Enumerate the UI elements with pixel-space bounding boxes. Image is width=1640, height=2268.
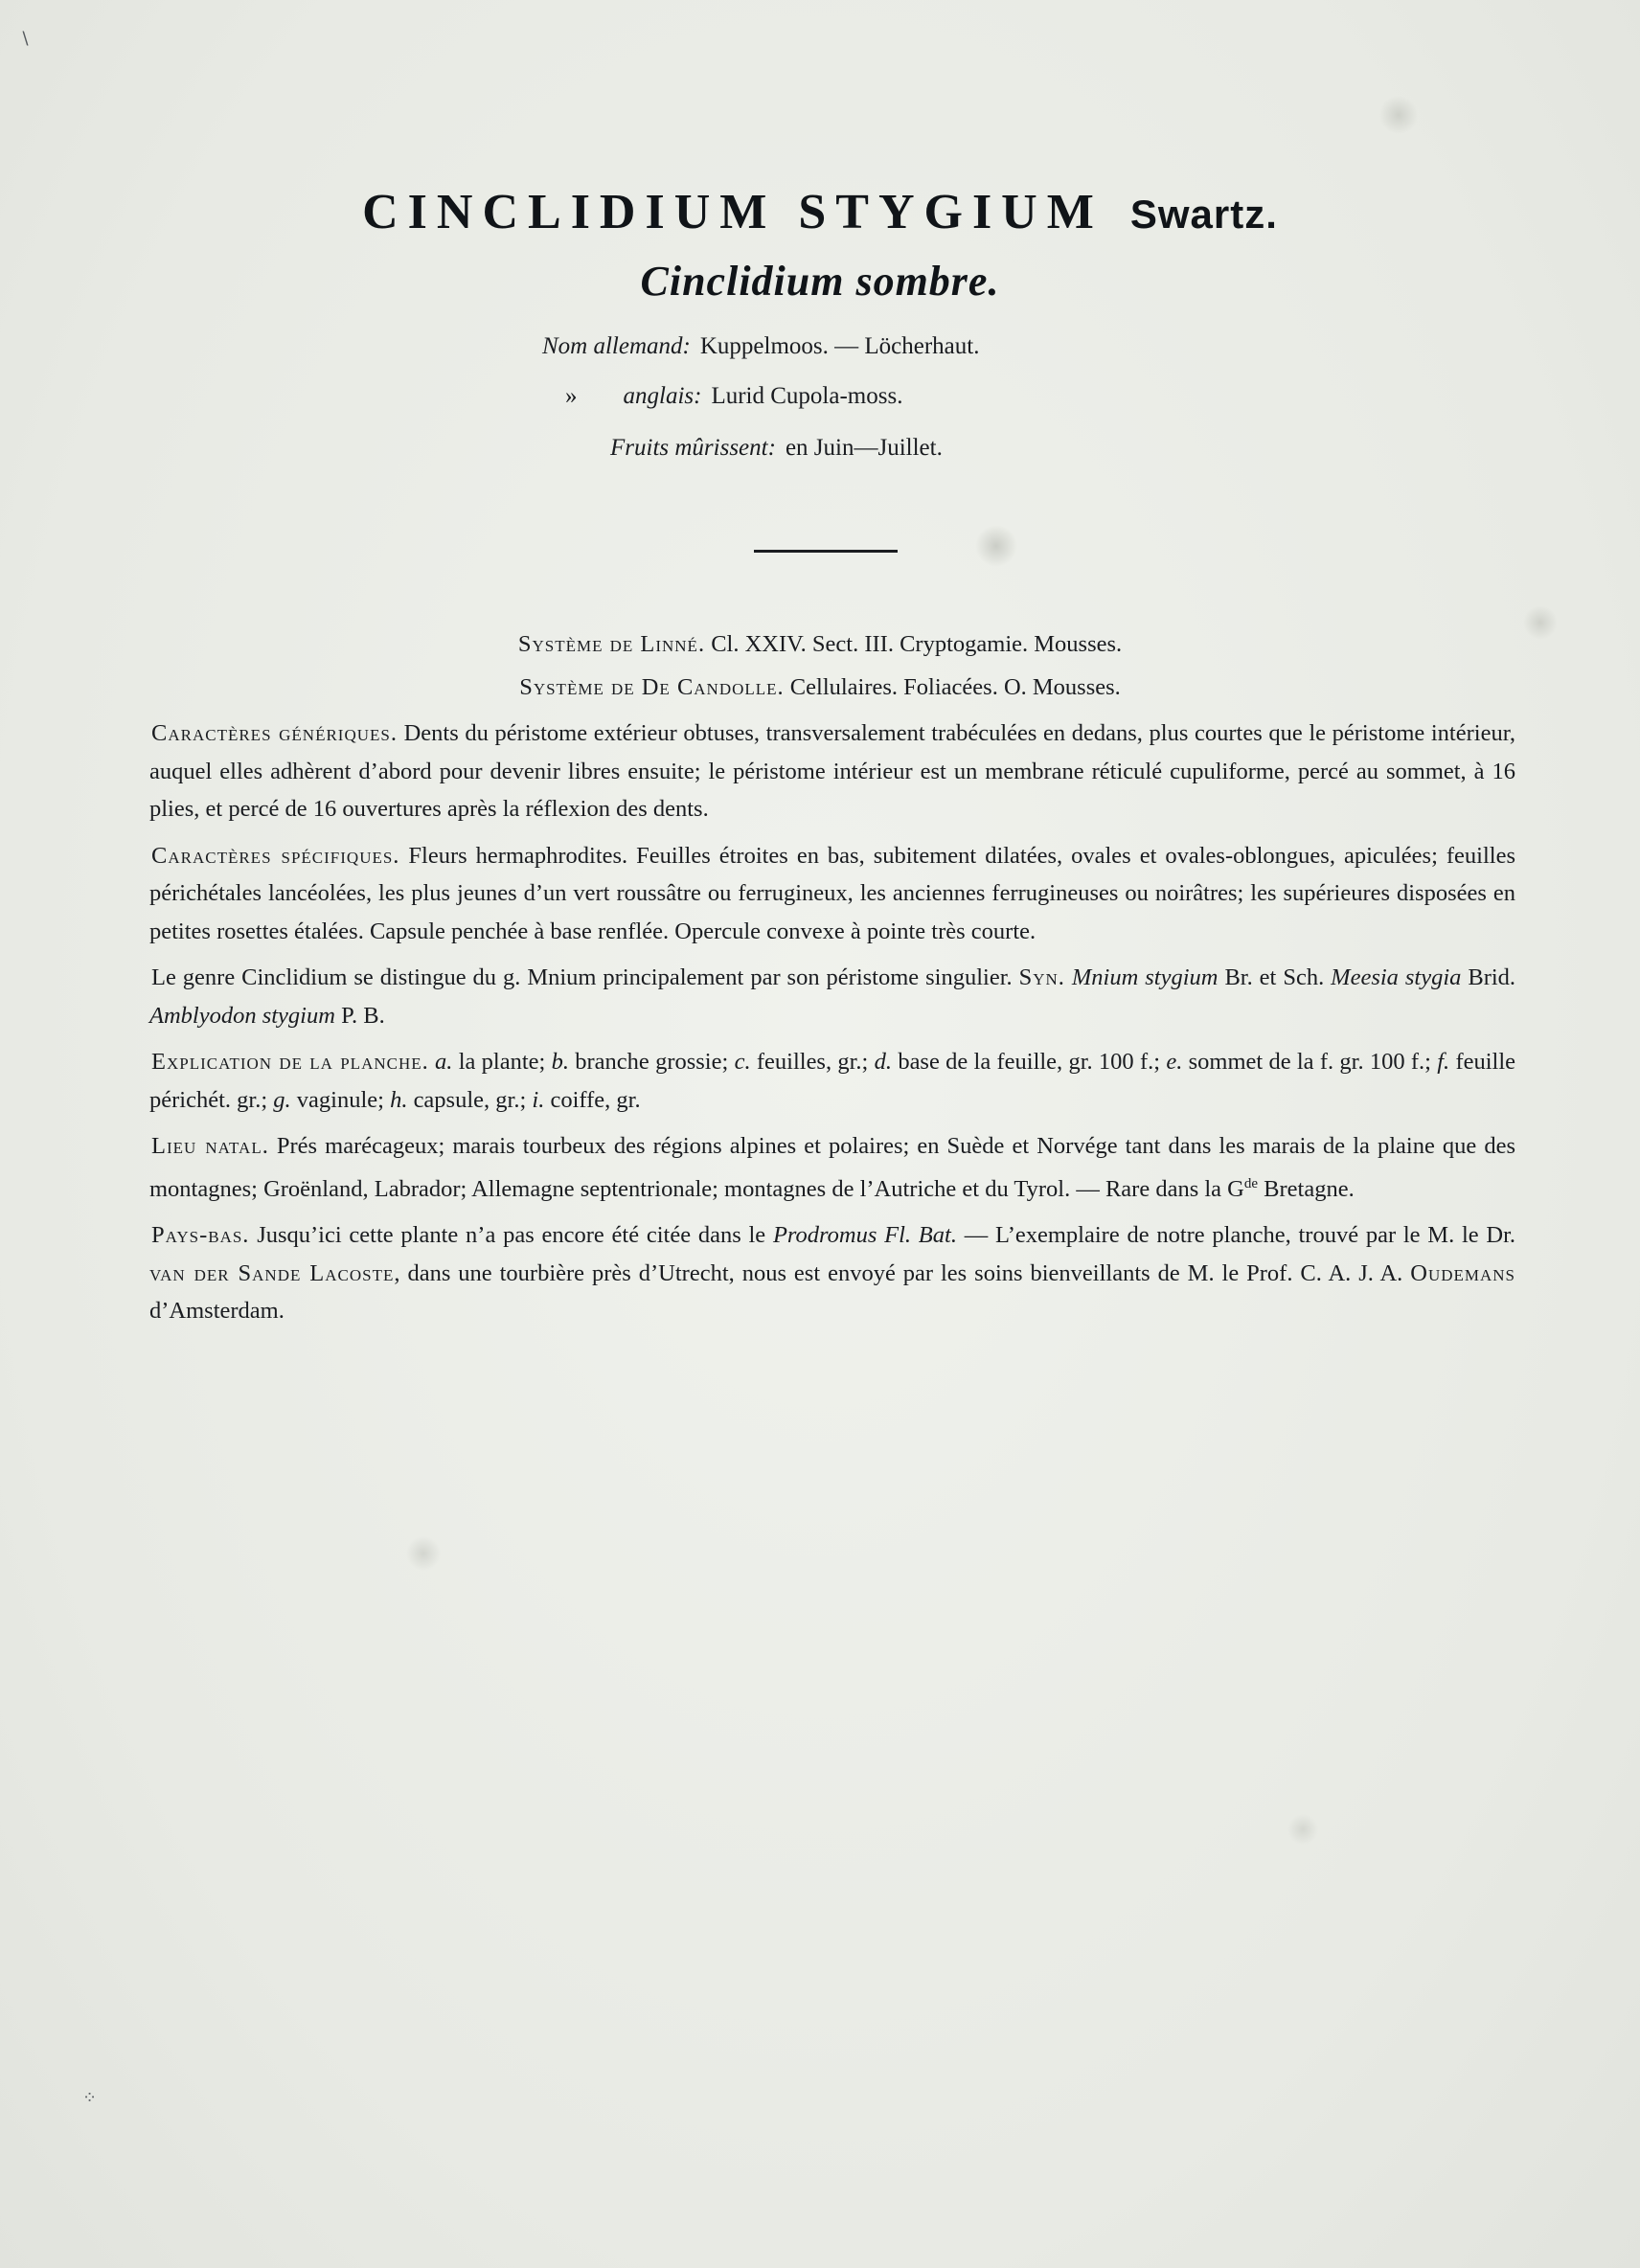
synonym-3-author: P. B. xyxy=(341,1002,385,1029)
german-label: Nom allemand: xyxy=(542,333,691,359)
fruit-value: en Juin—Juillet. xyxy=(785,435,943,461)
ditto-mark: » xyxy=(565,383,578,409)
netherlands-label: Pays-bas. xyxy=(151,1222,250,1248)
fruit-label: Fruits mûrissent: xyxy=(610,435,776,461)
plate-item-text: sommet de la f. gr. 100 f.; xyxy=(1188,1049,1431,1075)
netherlands-text-1: Jusqu’ici cette plante n’a pas encore été citée dans le xyxy=(257,1222,766,1248)
specific-characters xyxy=(149,837,1515,951)
plate-item-letter: a. xyxy=(435,1049,453,1075)
generic-label: Caractères génériques. xyxy=(151,720,398,746)
sender-name: Oudemans xyxy=(1410,1259,1516,1286)
prodromus-title: Prodromus Fl. Bat. xyxy=(772,1222,957,1248)
specific-text: Fleurs hermaphrodites. Feuilles étroites en bas, subitement dilatées, ovales et ovales-oblongues, apiculées; feuilles périchétales lancéolées, les plus jeunes d’un vert roussâtre ou ferrugineux, les anciennes ferrugineuses ou noirâtres; les supérieures disposées en petites rosettes étalées. Capsule penchée à base renflée. Opercule convexe à pointe très courte. xyxy=(149,842,1515,944)
plate-explanation xyxy=(149,1043,1515,1119)
german-name-row xyxy=(542,332,979,361)
author-name: Swartz. xyxy=(1129,192,1278,237)
candolle-label: Système de De Candolle. xyxy=(519,674,785,700)
plate-item-text: feuille périchét. gr.; xyxy=(149,1049,1516,1113)
plate-item-letter: c. xyxy=(734,1049,751,1075)
synonym-1-author: Br. et Sch. xyxy=(1224,964,1325,990)
plate-item-letter: b. xyxy=(551,1049,569,1075)
synonym-1-name: Mnium stygium xyxy=(1071,964,1219,990)
divider-rule xyxy=(754,550,898,553)
netherlands-text-2: — L’exemplaire de notre planche, trouvé par le M. le Dr. xyxy=(964,1222,1516,1248)
candolle-text: Cellulaires. Foliacées. O. Mousses. xyxy=(789,674,1121,700)
plate-item-text: la plante; xyxy=(458,1049,546,1075)
specific-label: Caractères spécifiques. xyxy=(151,842,400,869)
candolle-system xyxy=(0,674,1640,701)
netherlands-note xyxy=(149,1216,1515,1330)
latin-name: CINCLIDIUM STYGIUM xyxy=(362,185,1104,239)
synonym-2-author: Brid. xyxy=(1468,964,1516,990)
linne-text: Cl. XXIV. Sect. III. Cryptogamie. Mousses. xyxy=(711,631,1123,657)
plate-item-text: branche grossie; xyxy=(575,1049,729,1075)
plate-item-text: base de la feuille, gr. 100 f.; xyxy=(898,1049,1161,1075)
paper-speck: ⁘ xyxy=(82,2088,98,2107)
genre-text: Le genre Cinclidium se distingue du g. Mnium principalement par son péristome singulier. xyxy=(151,964,1013,990)
netherlands-text-4: d’Amsterdam. xyxy=(149,1298,285,1324)
generic-characters xyxy=(149,714,1515,828)
habitat-text: Prés marécageux; marais tourbeux des régions alpines et polaires; en Suède et Norvége tant dans les marais de la plaine que des montagnes; Groënland, Labrador; Allemagne septentrionale; montagnes de l’Autriche et du Tyrol. — Rare dans la G xyxy=(149,1133,1515,1202)
plate-item-text: vaginule; xyxy=(296,1086,384,1113)
generic-text: Dents du péristome extérieur obtuses, transversalement trabéculées en dedans, plus courtes que le péristome intérieur, auquel elles adhèrent d’abord pour devenir libres ensuite; le péristome intérieur est un membrane réticulé cupuliforme, percé au sommet, à 16 plies, et percé de 16 ouvertures après la réflexion des dents. xyxy=(149,720,1516,822)
genre-note xyxy=(149,959,1515,1034)
plate-item-text: capsule, gr.; xyxy=(413,1086,527,1113)
english-name-row xyxy=(565,382,902,411)
description-body xyxy=(149,714,1515,1339)
habitat-text-end: Bretagne. xyxy=(1264,1175,1355,1202)
synonym-3-name: Amblyodon stygium xyxy=(149,1002,335,1029)
german-value: Kuppelmoos. — Löcherhaut. xyxy=(699,333,980,359)
paper-speck: ∖ xyxy=(19,29,31,48)
species-title xyxy=(0,184,1640,240)
plate-item-text: coiffe, gr. xyxy=(550,1086,641,1113)
plate-item-letter: i. xyxy=(532,1086,545,1113)
english-label: anglais: xyxy=(623,383,702,409)
habitat-superscript: de xyxy=(1243,1175,1259,1191)
plate-item-letter: g. xyxy=(273,1086,291,1113)
plate-item-text: feuilles, gr.; xyxy=(756,1049,869,1075)
finder-name: van der Sande Lacoste xyxy=(149,1259,395,1286)
french-name: Cinclidium sombre. xyxy=(640,258,1000,305)
plate-item-letter: f. xyxy=(1437,1049,1450,1075)
plate-item-letter: d. xyxy=(874,1049,893,1075)
synonym-2-name: Meesia stygia xyxy=(1331,964,1462,990)
linne-label: Système de Linné. xyxy=(517,631,706,657)
english-value: Lurid Cupola-moss. xyxy=(711,383,903,409)
plate-item-letter: h. xyxy=(390,1086,408,1113)
fruit-row xyxy=(610,434,943,463)
native-habitat xyxy=(149,1127,1515,1208)
explanation-label: Explication de la planche. xyxy=(151,1049,429,1075)
syn-label: Syn. xyxy=(1018,964,1065,990)
netherlands-text-3: , dans une tourbière près d’Utrecht, nous est envoyé par les soins bienveillants de M. le Prof. C. A. J. A. xyxy=(394,1259,1403,1286)
plate-item-letter: e. xyxy=(1166,1049,1183,1075)
linne-system xyxy=(0,631,1640,658)
habitat-label: Lieu natal. xyxy=(151,1133,269,1159)
